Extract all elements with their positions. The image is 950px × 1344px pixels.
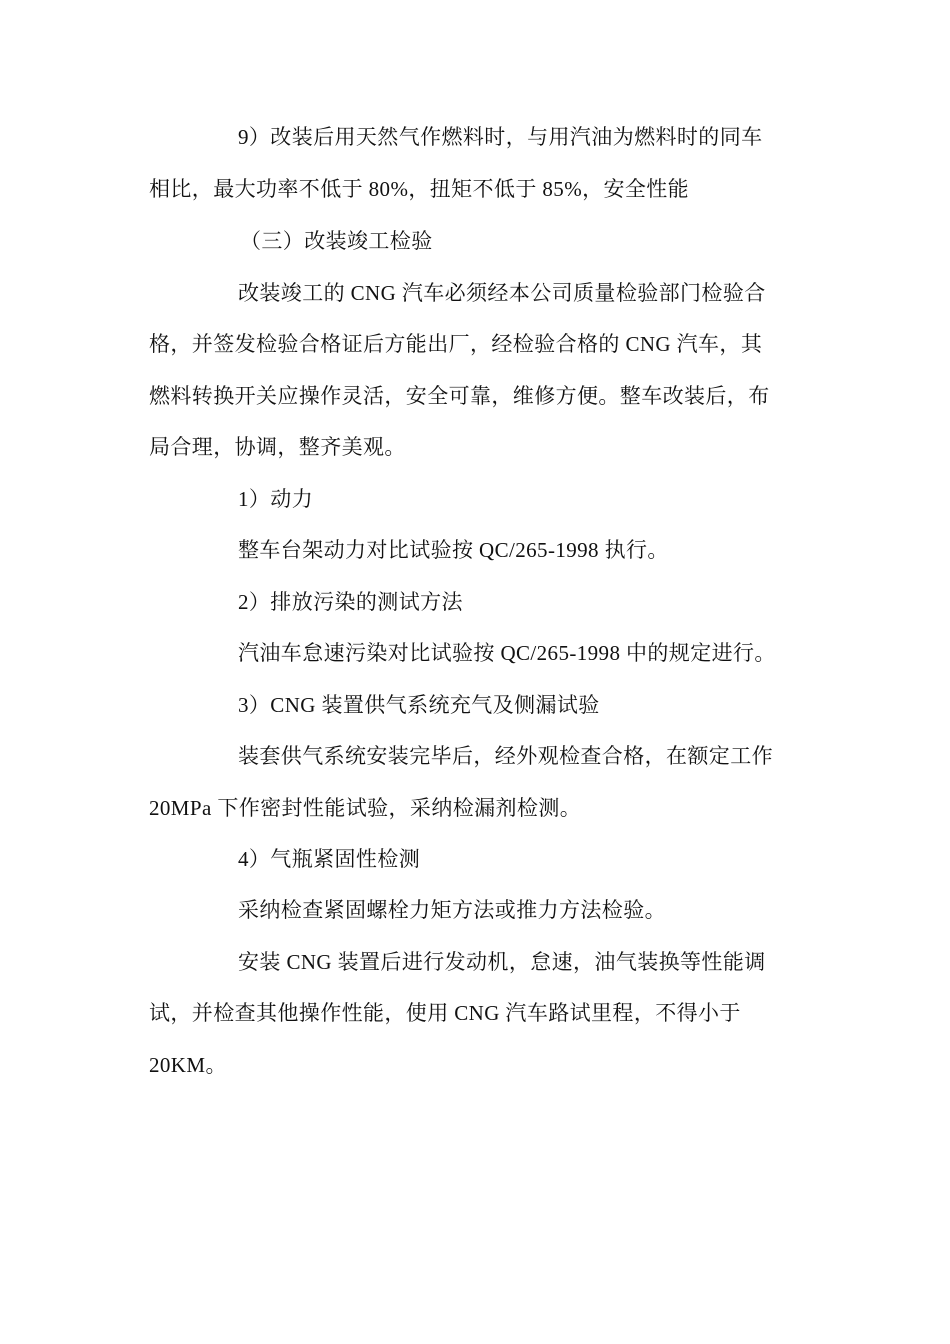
paragraph-line: 整车台架动力对比试验按 QC/265-1998 执行。 [238, 538, 669, 562]
paragraph-line: 局合理，协调，整齐美观。 [149, 435, 406, 459]
paragraph-line: 20MPa 下作密封性能试验，采纳检漏剂检测。 [149, 796, 582, 820]
item-heading: 3）CNG 装置供气系统充气及侧漏试验 [238, 693, 600, 717]
paragraph-line: 20KM。 [149, 1053, 227, 1077]
paragraph-line: 相比，最大功率不低于 80%，扭矩不低于 85%，安全性能 [149, 177, 690, 201]
item-heading: 4）气瓶紧固性检测 [238, 847, 421, 871]
paragraph-line: 装套供气系统安装完毕后，经外观检查合格，在额定工作 [238, 744, 773, 768]
item-heading: 2）排放污染的测试方法 [238, 590, 463, 614]
paragraph-line: 安装 CNG 装置后进行发动机，怠速，油气装换等性能调 [238, 950, 766, 974]
paragraph-line: 试，并检查其他操作性能，使用 CNG 汽车路试里程，不得小于 [149, 1001, 741, 1025]
paragraph-line: 改装竣工的 CNG 汽车必须经本公司质量检验部门检验合 [238, 281, 766, 305]
paragraph-line: 燃料转换开关应操作灵活，安全可靠，维修方便。整车改装后，布 [149, 384, 770, 408]
paragraph-line: 采纳检查紧固螺栓力矩方法或推力方法检验。 [238, 898, 666, 922]
item-heading: 1）动力 [238, 487, 314, 511]
paragraph-line: 9）改装后用天然气作燃料时，与用汽油为燃料时的同车 [238, 125, 763, 149]
paragraph-line: 格，并签发检验合格证后方能出厂，经检验合格的 CNG 汽车，其 [149, 332, 763, 356]
paragraph-line: 汽油车怠速污染对比试验按 QC/265-1998 中的规定进行。 [238, 641, 776, 665]
section-heading: （三）改装竣工检验 [240, 229, 433, 253]
